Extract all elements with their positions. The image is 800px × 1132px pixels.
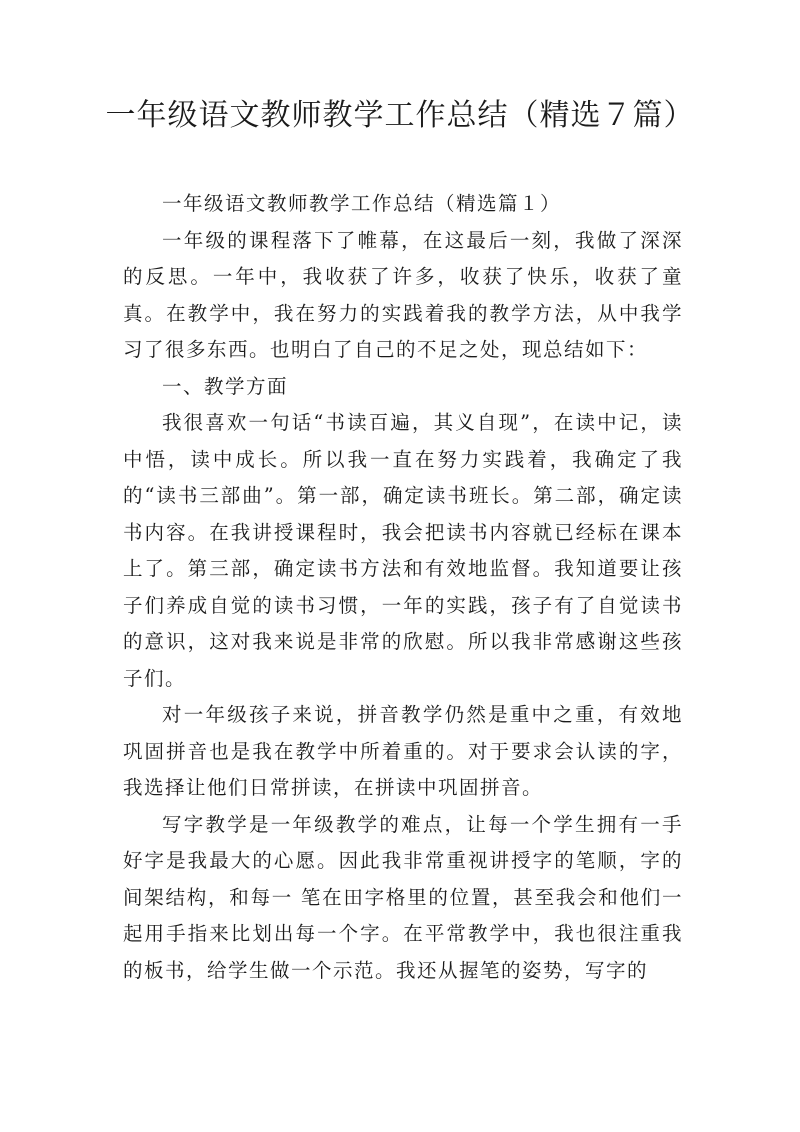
section-heading-1: 一年级语文教师教学工作总结（精选篇１） [162, 192, 562, 215]
document-title: 一年级语文教师教学工作总结（精选７篇） [105, 98, 695, 133]
paragraph-reading: 我很喜欢一句话“书读百遍，其义自现”，在读中记，读中悟，读中成长。所以我一直在努力实践着，我确定了我的“读书三部曲”。第一部，确定读书班长。第二部，确定读书内容。在我讲授课程时，我会把读书内容就已经标在课本上了。第三部，确定读书方法和有效地监督。我知道要让孩子们养成自觉的读书习惯，一年的实践，孩子有了自觉读书的意识，这对我来说是非常的欣慰。所以我非常感谢这些孩子们。 [123, 411, 683, 690]
document-body [123, 186, 683, 989]
paragraph-pinyin: 对一年级孩子来说，拼音教学仍然是重中之重，有效地巩固拼音也是我在教学中所着重的。对于要求会认读的字，我选择让他们日常拼读，在拼读中巩固拼音。 [123, 703, 683, 799]
paragraph-writing: 写字教学是一年级教学的难点，让每一个学生拥有一手好字是我最大的心愿。因此我非常重视讲授字的笔顺，字的间架结构，和每一 笔在田字格里的位置，甚至我会和他们一起用手指来比划出每一个字。在平常教学中，我也很注重我的板书，给学生做一个示范。我还从握笔的姿势，写字的 [123, 812, 683, 982]
paragraph-intro: 一年级的课程落下了帷幕，在这最后一刻，我做了深深的反思。一年中，我收获了许多，收获了快乐，收获了童真。在教学中，我在努力的实践着我的教学方法，从中我学习了很多东西。也明白了自己的不足之处，现总结如下： [123, 228, 683, 361]
subheading-teaching: 一、教学方面 [162, 374, 289, 398]
